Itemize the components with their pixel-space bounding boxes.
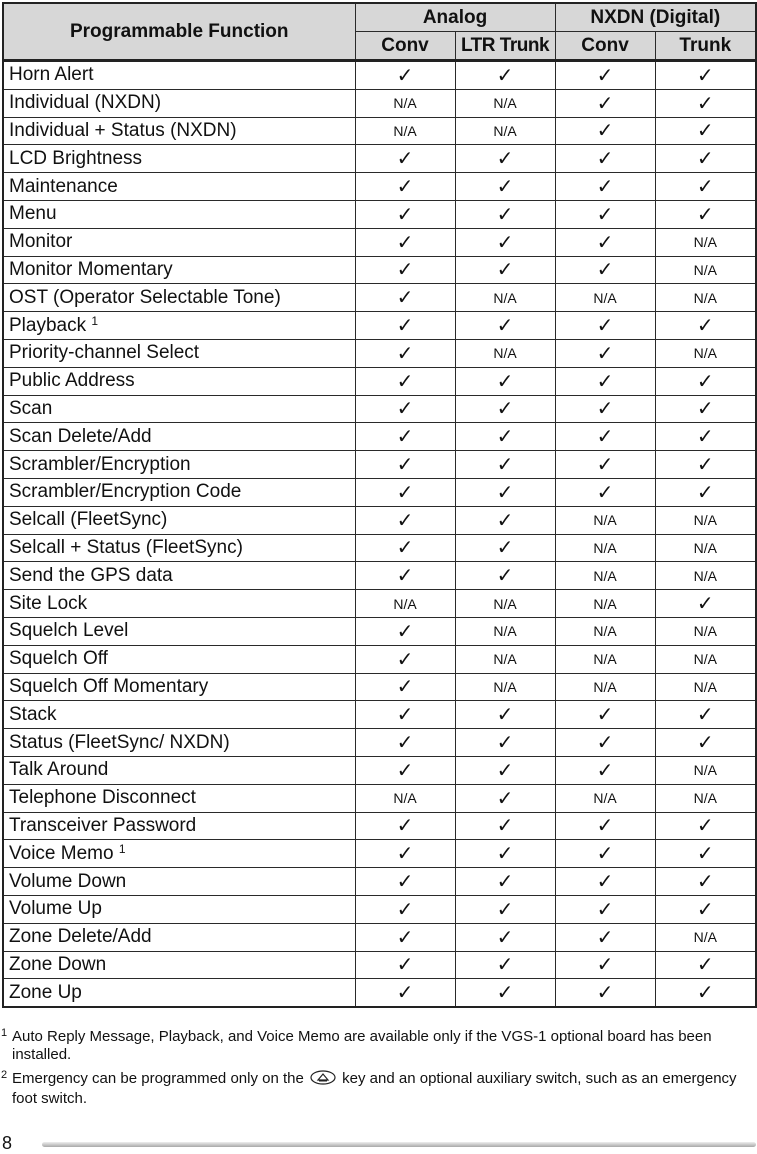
- digital-trunk-cell: ✓: [655, 145, 756, 173]
- table-row: [3, 812, 756, 840]
- analog-conv-cell: ✓: [355, 729, 455, 757]
- function-name: Scrambler/Encryption Code: [9, 481, 242, 503]
- analog-ltr-trunk-cell: ✓: [455, 312, 555, 340]
- analog-conv-cell: ✓: [355, 562, 455, 590]
- analog-ltr-trunk-cell: ✓: [455, 562, 555, 590]
- function-name-cell: [3, 339, 355, 367]
- digital-trunk-cell: ✓: [655, 729, 756, 757]
- function-name: Talk Around: [9, 759, 109, 781]
- analog-ltr-trunk-cell: N/A: [455, 117, 555, 145]
- function-name-cell: [3, 868, 355, 896]
- digital-conv-cell: ✓: [555, 423, 655, 451]
- digital-conv-cell: ✓: [555, 840, 655, 868]
- analog-ltr-trunk-cell: N/A: [455, 673, 555, 701]
- function-name-cell: [3, 673, 355, 701]
- analog-conv-cell: ✓: [355, 840, 455, 868]
- digital-conv-cell: ✓: [555, 951, 655, 979]
- function-name-cell: [3, 145, 355, 173]
- function-name-cell: [3, 645, 355, 673]
- function-name-cell: [3, 812, 355, 840]
- function-name-cell: [3, 395, 355, 423]
- function-name: Volume Up: [9, 898, 102, 920]
- digital-trunk-cell: N/A: [655, 617, 756, 645]
- table-row: [3, 868, 756, 896]
- analog-conv-cell: N/A: [355, 784, 455, 812]
- function-name-cell: [3, 562, 355, 590]
- digital-trunk-cell: N/A: [655, 673, 756, 701]
- function-name: Voice Memo: [9, 843, 114, 865]
- analog-conv-cell: ✓: [355, 673, 455, 701]
- analog-conv-cell: ✓: [355, 617, 455, 645]
- analog-ltr-trunk-cell: N/A: [455, 590, 555, 618]
- function-name: Zone Up: [9, 981, 82, 1003]
- table-row: [3, 145, 756, 173]
- digital-trunk-cell: ✓: [655, 451, 756, 479]
- function-name: Priority-channel Select: [9, 342, 200, 364]
- programmable-function-table: [2, 2, 757, 1008]
- header-programmable-function: Programmable Function: [3, 3, 355, 61]
- footnote-1-text: Auto Reply Message, Playback, and Voice Memo are available only if the VGS-1 optional board has been installed.: [12, 1028, 712, 1063]
- function-name-cell: [3, 284, 355, 312]
- analog-ltr-trunk-cell: ✓: [455, 951, 555, 979]
- analog-conv-cell: ✓: [355, 61, 455, 90]
- function-name: Zone Delete/Add: [9, 926, 152, 948]
- function-name-cell: [3, 451, 355, 479]
- analog-ltr-trunk-cell: ✓: [455, 173, 555, 201]
- header-digital-conv: Conv: [555, 32, 655, 61]
- table-row: [3, 339, 756, 367]
- analog-conv-cell: ✓: [355, 145, 455, 173]
- table-row: [3, 617, 756, 645]
- digital-conv-cell: ✓: [555, 756, 655, 784]
- digital-trunk-cell: ✓: [655, 117, 756, 145]
- digital-trunk-cell: ✓: [655, 590, 756, 618]
- table-body: [3, 61, 756, 1008]
- analog-ltr-trunk-cell: N/A: [455, 645, 555, 673]
- digital-conv-cell: ✓: [555, 979, 655, 1007]
- analog-conv-cell: ✓: [355, 868, 455, 896]
- analog-ltr-trunk-cell: ✓: [455, 145, 555, 173]
- table-row: [3, 590, 756, 618]
- digital-conv-cell: N/A: [555, 673, 655, 701]
- table-row: [3, 979, 756, 1007]
- analog-conv-cell: ✓: [355, 173, 455, 201]
- analog-conv-cell: ✓: [355, 395, 455, 423]
- digital-conv-cell: ✓: [555, 312, 655, 340]
- header-analog-ltr-trunk: LTR Trunk: [455, 32, 555, 61]
- digital-conv-cell: N/A: [555, 645, 655, 673]
- header-digital-trunk: Trunk: [655, 32, 756, 61]
- function-name: Horn Alert: [9, 64, 94, 86]
- table-row: [3, 534, 756, 562]
- digital-trunk-cell: ✓: [655, 395, 756, 423]
- analog-ltr-trunk-cell: ✓: [455, 729, 555, 757]
- digital-trunk-cell: ✓: [655, 312, 756, 340]
- function-name-cell: [3, 701, 355, 729]
- function-name-cell: [3, 89, 355, 117]
- analog-ltr-trunk-cell: ✓: [455, 701, 555, 729]
- function-name: LCD Brightness: [9, 147, 143, 169]
- footnote-2-text-after: key and an optional auxiliary switch, such as an emergency foot switch.: [12, 1070, 737, 1107]
- header-analog: Analog: [355, 3, 555, 32]
- analog-conv-cell: ✓: [355, 367, 455, 395]
- table-row: [3, 673, 756, 701]
- footer-divider-bar: [42, 1142, 756, 1147]
- digital-trunk-cell: N/A: [655, 339, 756, 367]
- analog-conv-cell: ✓: [355, 284, 455, 312]
- analog-ltr-trunk-cell: N/A: [455, 89, 555, 117]
- analog-conv-cell: N/A: [355, 590, 455, 618]
- analog-ltr-trunk-cell: ✓: [455, 423, 555, 451]
- digital-conv-cell: N/A: [555, 784, 655, 812]
- analog-conv-cell: ✓: [355, 312, 455, 340]
- digital-trunk-cell: N/A: [655, 506, 756, 534]
- function-name: Status (FleetSync/ NXDN): [9, 731, 230, 753]
- analog-conv-cell: ✓: [355, 256, 455, 284]
- analog-ltr-trunk-cell: ✓: [455, 534, 555, 562]
- function-name-cell: [3, 756, 355, 784]
- digital-conv-cell: ✓: [555, 145, 655, 173]
- footnote-2-text-before: Emergency can be programmed only on the: [12, 1070, 304, 1087]
- function-name-cell: [3, 590, 355, 618]
- analog-conv-cell: ✓: [355, 534, 455, 562]
- analog-ltr-trunk-cell: ✓: [455, 756, 555, 784]
- digital-conv-cell: N/A: [555, 562, 655, 590]
- digital-trunk-cell: ✓: [655, 840, 756, 868]
- analog-conv-cell: ✓: [355, 951, 455, 979]
- digital-trunk-cell: ✓: [655, 423, 756, 451]
- analog-ltr-trunk-cell: N/A: [455, 284, 555, 312]
- digital-conv-cell: ✓: [555, 478, 655, 506]
- digital-trunk-cell: N/A: [655, 284, 756, 312]
- function-name-cell: [3, 228, 355, 256]
- function-name-cell: [3, 173, 355, 201]
- function-name-cell: [3, 423, 355, 451]
- table-row: [3, 729, 756, 757]
- table-row: [3, 840, 756, 868]
- function-name: OST (Operator Selectable Tone): [9, 286, 281, 308]
- function-name: Scan: [9, 397, 53, 419]
- digital-trunk-cell: ✓: [655, 701, 756, 729]
- table-row: [3, 756, 756, 784]
- digital-trunk-cell: ✓: [655, 367, 756, 395]
- function-name: Public Address: [9, 370, 135, 392]
- function-name: Monitor Momentary: [9, 258, 173, 280]
- digital-trunk-cell: ✓: [655, 812, 756, 840]
- table-row: [3, 256, 756, 284]
- function-name-cell: [3, 951, 355, 979]
- digital-conv-cell: ✓: [555, 729, 655, 757]
- function-name-cell: [3, 979, 355, 1007]
- analog-conv-cell: ✓: [355, 506, 455, 534]
- table-row: [3, 701, 756, 729]
- footnote-1: [0, 1028, 757, 1064]
- digital-conv-cell: ✓: [555, 923, 655, 951]
- analog-ltr-trunk-cell: ✓: [455, 367, 555, 395]
- function-name-cell: [3, 478, 355, 506]
- digital-trunk-cell: N/A: [655, 534, 756, 562]
- digital-trunk-cell: N/A: [655, 645, 756, 673]
- digital-trunk-cell: ✓: [655, 979, 756, 1007]
- function-name: Maintenance: [9, 175, 118, 197]
- table-row: [3, 784, 756, 812]
- function-name-cell: [3, 534, 355, 562]
- function-name-cell: [3, 923, 355, 951]
- footnote-ref: 1: [118, 842, 126, 857]
- analog-ltr-trunk-cell: ✓: [455, 228, 555, 256]
- function-name: Monitor: [9, 231, 73, 253]
- header-analog-conv: Conv: [355, 32, 455, 61]
- function-name: Stack: [9, 703, 57, 725]
- function-name: Site Lock: [9, 592, 88, 614]
- function-name: Transceiver Password: [9, 814, 197, 836]
- digital-conv-cell: N/A: [555, 590, 655, 618]
- analog-conv-cell: ✓: [355, 228, 455, 256]
- function-name-cell: [3, 506, 355, 534]
- analog-ltr-trunk-cell: ✓: [455, 868, 555, 896]
- analog-ltr-trunk-cell: ✓: [455, 506, 555, 534]
- analog-ltr-trunk-cell: ✓: [455, 395, 555, 423]
- analog-conv-cell: ✓: [355, 923, 455, 951]
- digital-trunk-cell: ✓: [655, 951, 756, 979]
- table-row: [3, 423, 756, 451]
- digital-conv-cell: ✓: [555, 228, 655, 256]
- digital-conv-cell: ✓: [555, 895, 655, 923]
- digital-conv-cell: ✓: [555, 256, 655, 284]
- analog-conv-cell: ✓: [355, 812, 455, 840]
- table-row: [3, 951, 756, 979]
- table-row: [3, 173, 756, 201]
- function-name: Telephone Disconnect: [9, 787, 196, 809]
- digital-conv-cell: ✓: [555, 173, 655, 201]
- function-name-cell: [3, 61, 355, 90]
- function-name-cell: [3, 312, 355, 340]
- analog-ltr-trunk-cell: ✓: [455, 200, 555, 228]
- digital-conv-cell: ✓: [555, 89, 655, 117]
- table-row: [3, 506, 756, 534]
- digital-conv-cell: ✓: [555, 395, 655, 423]
- analog-ltr-trunk-cell: ✓: [455, 979, 555, 1007]
- digital-trunk-cell: ✓: [655, 868, 756, 896]
- function-name: Squelch Off: [9, 648, 108, 670]
- footnote-ref: 1: [91, 314, 99, 329]
- table-row: [3, 895, 756, 923]
- function-name-cell: [3, 729, 355, 757]
- analog-conv-cell: ✓: [355, 423, 455, 451]
- analog-conv-cell: ✓: [355, 979, 455, 1007]
- digital-trunk-cell: N/A: [655, 923, 756, 951]
- analog-conv-cell: ✓: [355, 701, 455, 729]
- analog-conv-cell: N/A: [355, 89, 455, 117]
- analog-conv-cell: ✓: [355, 451, 455, 479]
- function-name: Menu: [9, 203, 57, 225]
- analog-conv-cell: ✓: [355, 339, 455, 367]
- digital-trunk-cell: ✓: [655, 200, 756, 228]
- digital-conv-cell: N/A: [555, 506, 655, 534]
- digital-conv-cell: N/A: [555, 284, 655, 312]
- digital-trunk-cell: ✓: [655, 61, 756, 90]
- header-nxdn-digital: NXDN (Digital): [555, 3, 756, 32]
- function-name: Zone Down: [9, 953, 107, 975]
- table-row: [3, 61, 756, 90]
- digital-conv-cell: ✓: [555, 61, 655, 90]
- function-name: Selcall (FleetSync): [9, 509, 168, 531]
- footnotes: [0, 1028, 757, 1114]
- function-name-cell: [3, 367, 355, 395]
- table-row: [3, 395, 756, 423]
- page-footer: [0, 1133, 757, 1153]
- digital-conv-cell: ✓: [555, 367, 655, 395]
- table-row: [3, 284, 756, 312]
- function-name: Scrambler/Encryption: [9, 453, 191, 475]
- analog-conv-cell: ✓: [355, 645, 455, 673]
- function-name-cell: [3, 200, 355, 228]
- function-name: Scan Delete/Add: [9, 425, 152, 447]
- digital-conv-cell: ✓: [555, 200, 655, 228]
- function-name: Playback: [9, 315, 87, 337]
- digital-trunk-cell: N/A: [655, 562, 756, 590]
- emergency-key-icon: [310, 1070, 336, 1090]
- function-name: Individual (NXDN): [9, 92, 162, 114]
- table-row: [3, 228, 756, 256]
- table-row: [3, 312, 756, 340]
- table-row: [3, 117, 756, 145]
- page-number: 8: [2, 1133, 13, 1153]
- table-row: [3, 367, 756, 395]
- footnote-1-number: 1: [1, 1027, 8, 1039]
- digital-conv-cell: ✓: [555, 339, 655, 367]
- analog-ltr-trunk-cell: N/A: [455, 339, 555, 367]
- function-name: Individual + Status (NXDN): [9, 119, 237, 141]
- analog-conv-cell: ✓: [355, 895, 455, 923]
- table-row: [3, 923, 756, 951]
- analog-ltr-trunk-cell: ✓: [455, 478, 555, 506]
- table-row: [3, 89, 756, 117]
- digital-conv-cell: N/A: [555, 534, 655, 562]
- digital-conv-cell: N/A: [555, 617, 655, 645]
- digital-trunk-cell: ✓: [655, 89, 756, 117]
- function-name-cell: [3, 117, 355, 145]
- function-name-cell: [3, 784, 355, 812]
- function-name: Selcall + Status (FleetSync): [9, 536, 243, 558]
- function-name-cell: [3, 895, 355, 923]
- analog-ltr-trunk-cell: ✓: [455, 256, 555, 284]
- analog-ltr-trunk-cell: ✓: [455, 784, 555, 812]
- digital-trunk-cell: ✓: [655, 478, 756, 506]
- analog-ltr-trunk-cell: ✓: [455, 812, 555, 840]
- digital-conv-cell: ✓: [555, 868, 655, 896]
- digital-conv-cell: ✓: [555, 812, 655, 840]
- function-name-cell: [3, 840, 355, 868]
- digital-conv-cell: ✓: [555, 701, 655, 729]
- analog-conv-cell: ✓: [355, 756, 455, 784]
- digital-conv-cell: ✓: [555, 451, 655, 479]
- digital-trunk-cell: ✓: [655, 173, 756, 201]
- table-row: [3, 645, 756, 673]
- function-name: Send the GPS data: [9, 564, 173, 586]
- table-row: [3, 562, 756, 590]
- digital-conv-cell: ✓: [555, 117, 655, 145]
- analog-conv-cell: ✓: [355, 200, 455, 228]
- function-name: Squelch Off Momentary: [9, 675, 209, 697]
- digital-trunk-cell: N/A: [655, 256, 756, 284]
- analog-ltr-trunk-cell: ✓: [455, 840, 555, 868]
- analog-conv-cell: ✓: [355, 478, 455, 506]
- footnote-2: [0, 1070, 757, 1108]
- digital-trunk-cell: ✓: [655, 895, 756, 923]
- function-name-cell: [3, 617, 355, 645]
- footnote-2-number: 2: [1, 1069, 8, 1081]
- digital-trunk-cell: N/A: [655, 784, 756, 812]
- table-row: [3, 478, 756, 506]
- analog-ltr-trunk-cell: N/A: [455, 617, 555, 645]
- analog-ltr-trunk-cell: ✓: [455, 895, 555, 923]
- analog-conv-cell: N/A: [355, 117, 455, 145]
- table-row: [3, 200, 756, 228]
- function-name: Squelch Level: [9, 620, 129, 642]
- function-name: Volume Down: [9, 870, 127, 892]
- digital-trunk-cell: N/A: [655, 756, 756, 784]
- function-name-cell: [3, 256, 355, 284]
- table-row: [3, 451, 756, 479]
- analog-ltr-trunk-cell: ✓: [455, 61, 555, 90]
- digital-trunk-cell: N/A: [655, 228, 756, 256]
- analog-ltr-trunk-cell: ✓: [455, 923, 555, 951]
- analog-ltr-trunk-cell: ✓: [455, 451, 555, 479]
